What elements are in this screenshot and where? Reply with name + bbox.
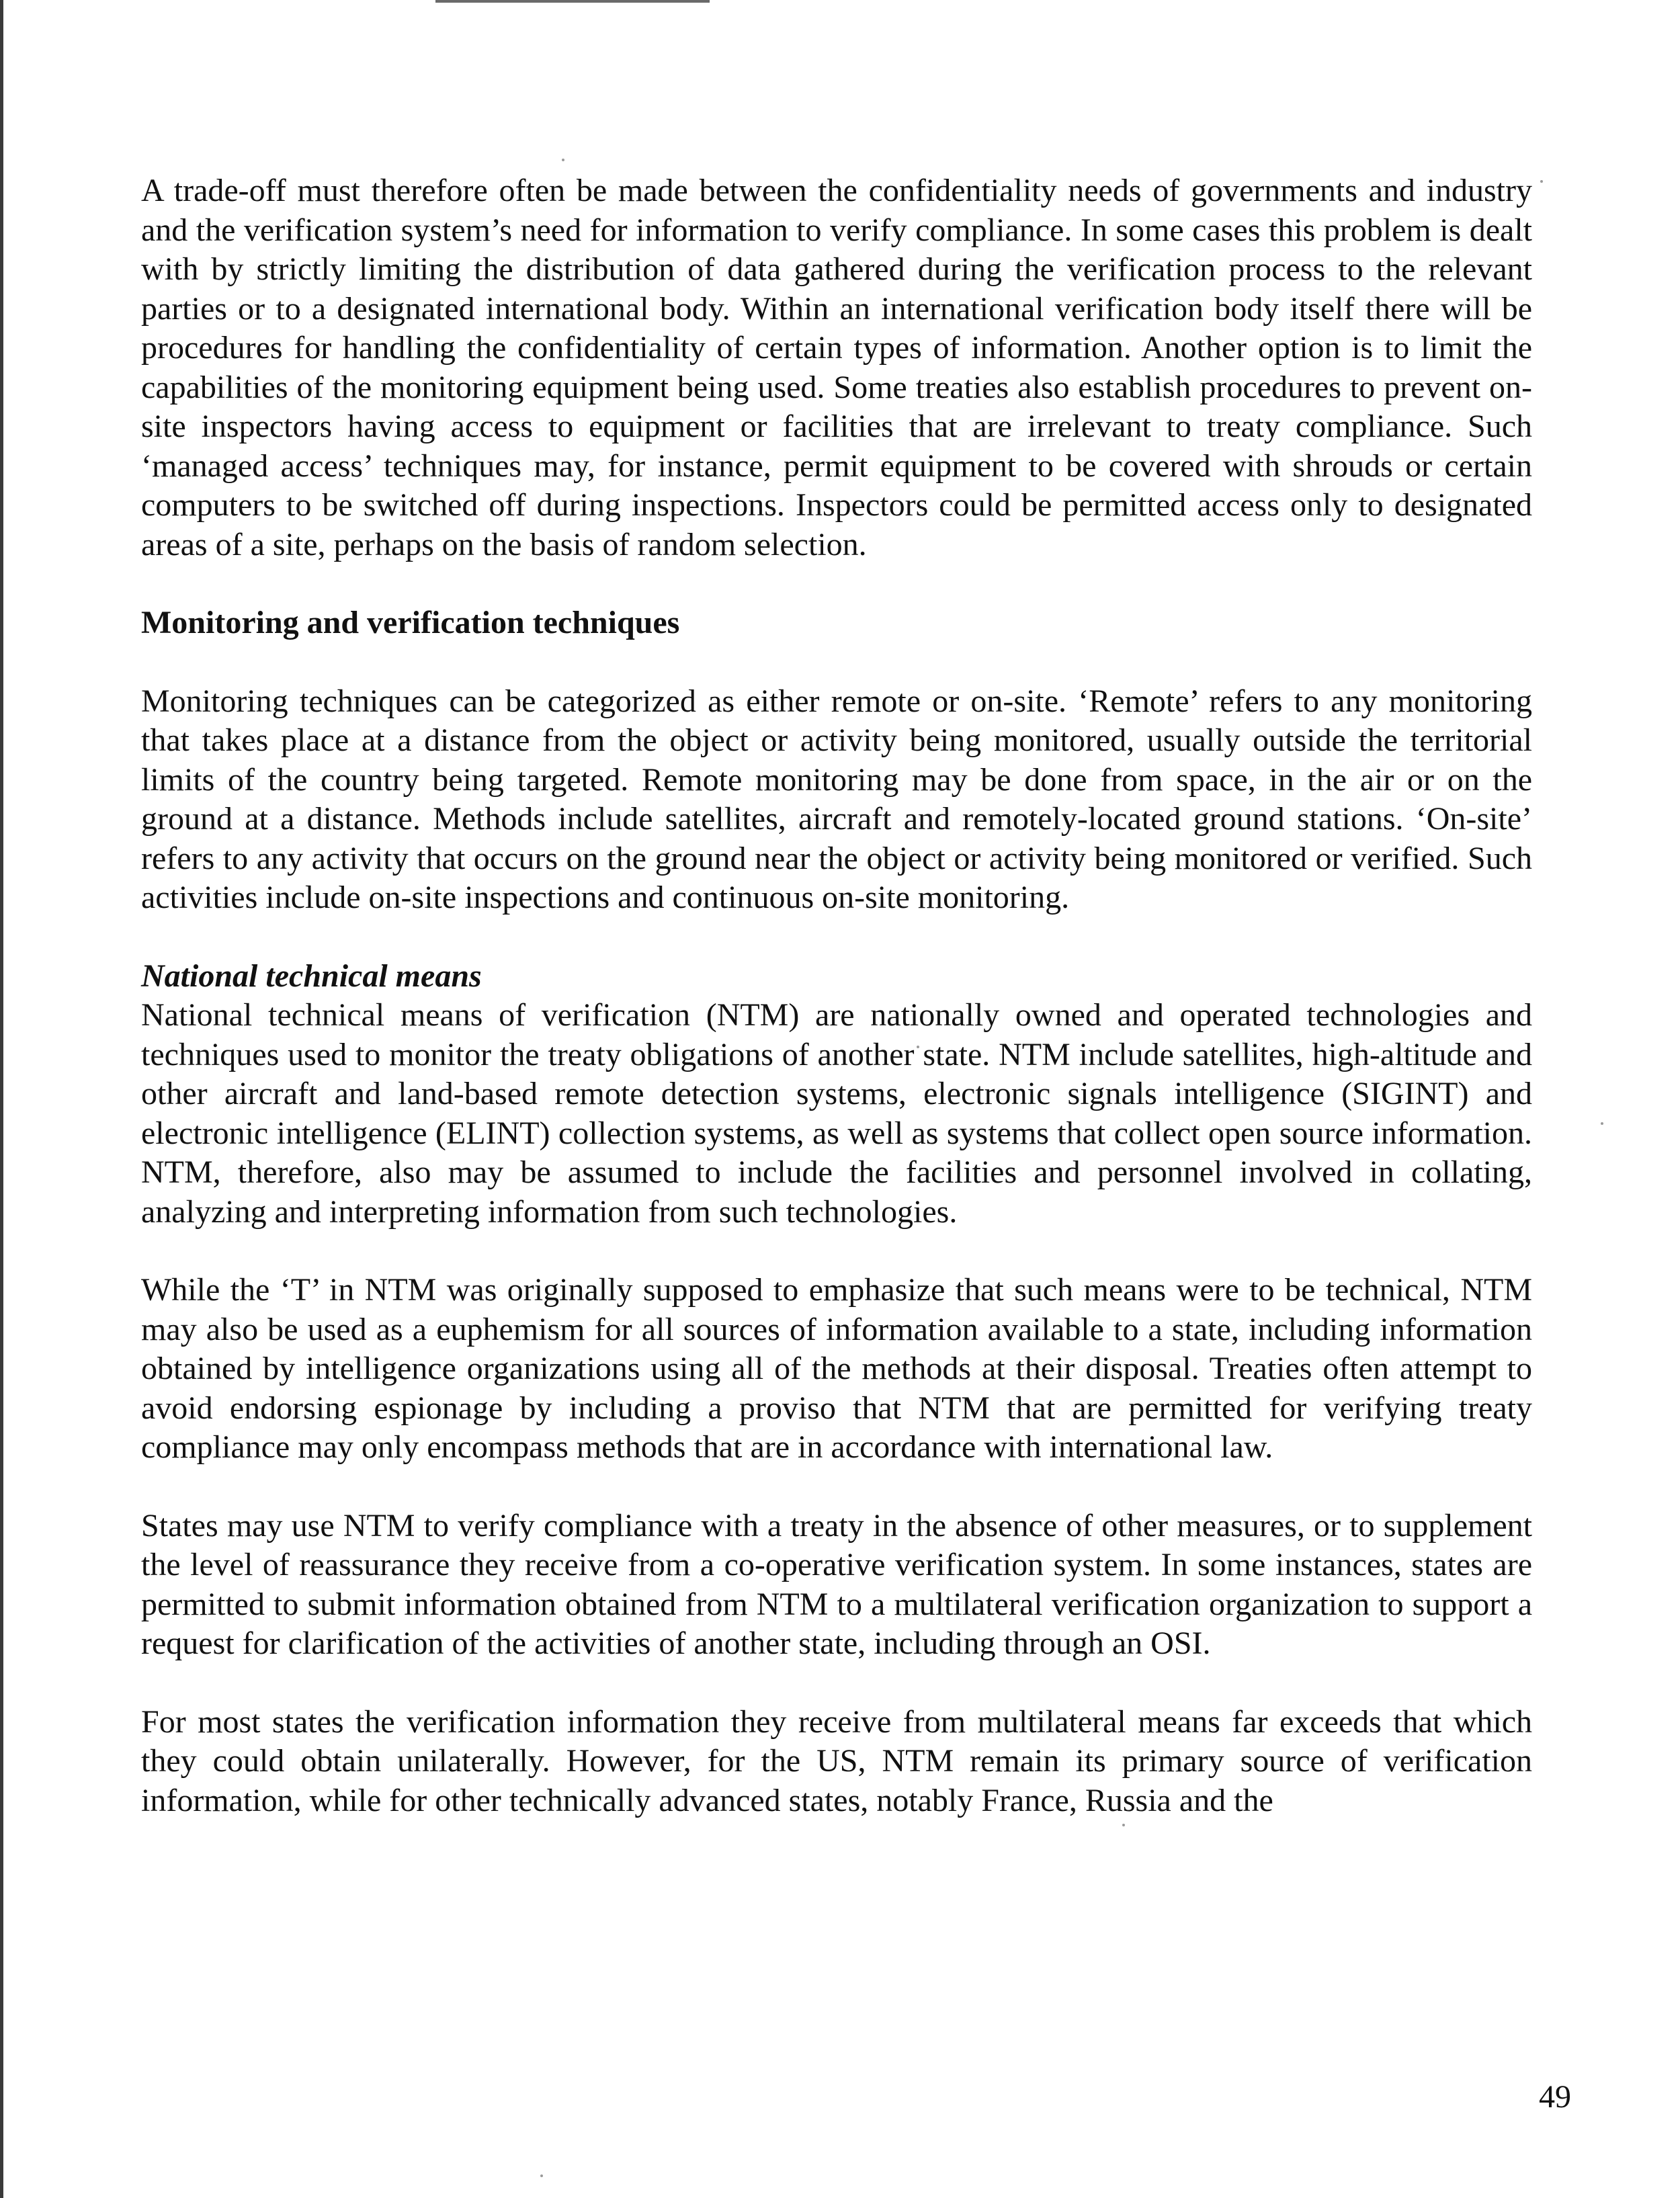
section-heading: Monitoring and verification techniques (141, 605, 680, 640)
paragraph-ntm-euphemism: While the ‘T’ in NTM was originally supposed to emphasize that such means were to be technical, NTM may also be used as a euphemism for all sources of information available to a state, including information obtained by intelligence organizations using all of the methods at their disposal. Treaties often attempt to avoid endorsing espionage by including a proviso that NTM that are permitted for verifying treaty compliance may only encompass methods that are in accordance with international law. (141, 1272, 1532, 1465)
scan-speck (1601, 1122, 1603, 1125)
scan-speck (1122, 1824, 1125, 1826)
subsection-heading: National technical means (141, 958, 482, 994)
document-body (141, 171, 1532, 1820)
paragraph-monitoring-techniques: Monitoring techniques can be categorized as either remote or on-site. ‘Remote’ refers to any monitoring that takes place at a distance from the object or activity being monitored, usually outside the territorial limits of the country being targeted. Remote monitoring may be done from space, in the air or on the ground at a distance. Methods include satellites, aircraft and remotely-located ground stations. ‘On-site’ refers to any activity that occurs on the ground near the object or activity being monitored or verified. Such activities include on-site inspections and continuous on-site monitoring. (141, 683, 1532, 915)
scan-speck (562, 159, 564, 161)
paragraph-ntm-definition: National technical means of verification (NTM) are nationally owned and operated technologies and techniques used to monitor the treaty obligations of another state. NTM include satellites, high-altitude and other aircraft and land-based remote detection systems, electronic signals intelligence (SIGINT) and electronic intelligence (ELINT) collection systems, as well as systems that collect open source information. NTM, therefore, also may be assumed to include the facilities and personnel involved in collating, analyzing and interpreting information from such technologies. (141, 997, 1532, 1230)
page-number: 49 (1539, 2079, 1571, 2115)
paragraph-multilateral-means: For most states the verification information they receive from multilateral means far exceeds that which they could obtain unilaterally. However, for the US, NTM remain its primary source of verification information, while for other technically advanced states, notably France, Russia and the (141, 1703, 1532, 1818)
scan-left-edge (0, 0, 3, 2198)
paragraph-confidentiality-tradeoff: A trade-off must therefore often be made between the confidentiality needs of governments and industry and the verification system’s need for information to verify compliance. In some cases this problem is dealt with by strictly limiting the distribution of data gathered during the verification process to the relevant parties or to a designated international body. Within an international verification body itself there will be procedures for handling the confidentiality of certain types of information. Another option is to limit the capabilities of the monitoring equipment being used. Some treaties also establish procedures to prevent on-site inspectors having access to equipment or facilities that are irrelevant to treaty compliance. Such ‘managed access’ techniques may, for instance, permit equipment to be covered with shrouds or certain computers to be switched off during inspections. Inspectors could be permitted access only to designated areas of a site, perhaps on the basis of random selection. (141, 173, 1532, 562)
scan-speck (540, 2174, 543, 2177)
scan-top-rule (435, 0, 710, 3)
scan-speck (1540, 180, 1543, 183)
paragraph-ntm-use: States may use NTM to verify compliance with a treaty in the absence of other measures, or to supplement the level of reassurance they receive from a co-operative verification system. In some instances, states are permitted to submit information obtained from NTM to a multilateral verification organization to support a request for clarification of the activities of another state, including through an OSI. (141, 1507, 1532, 1661)
